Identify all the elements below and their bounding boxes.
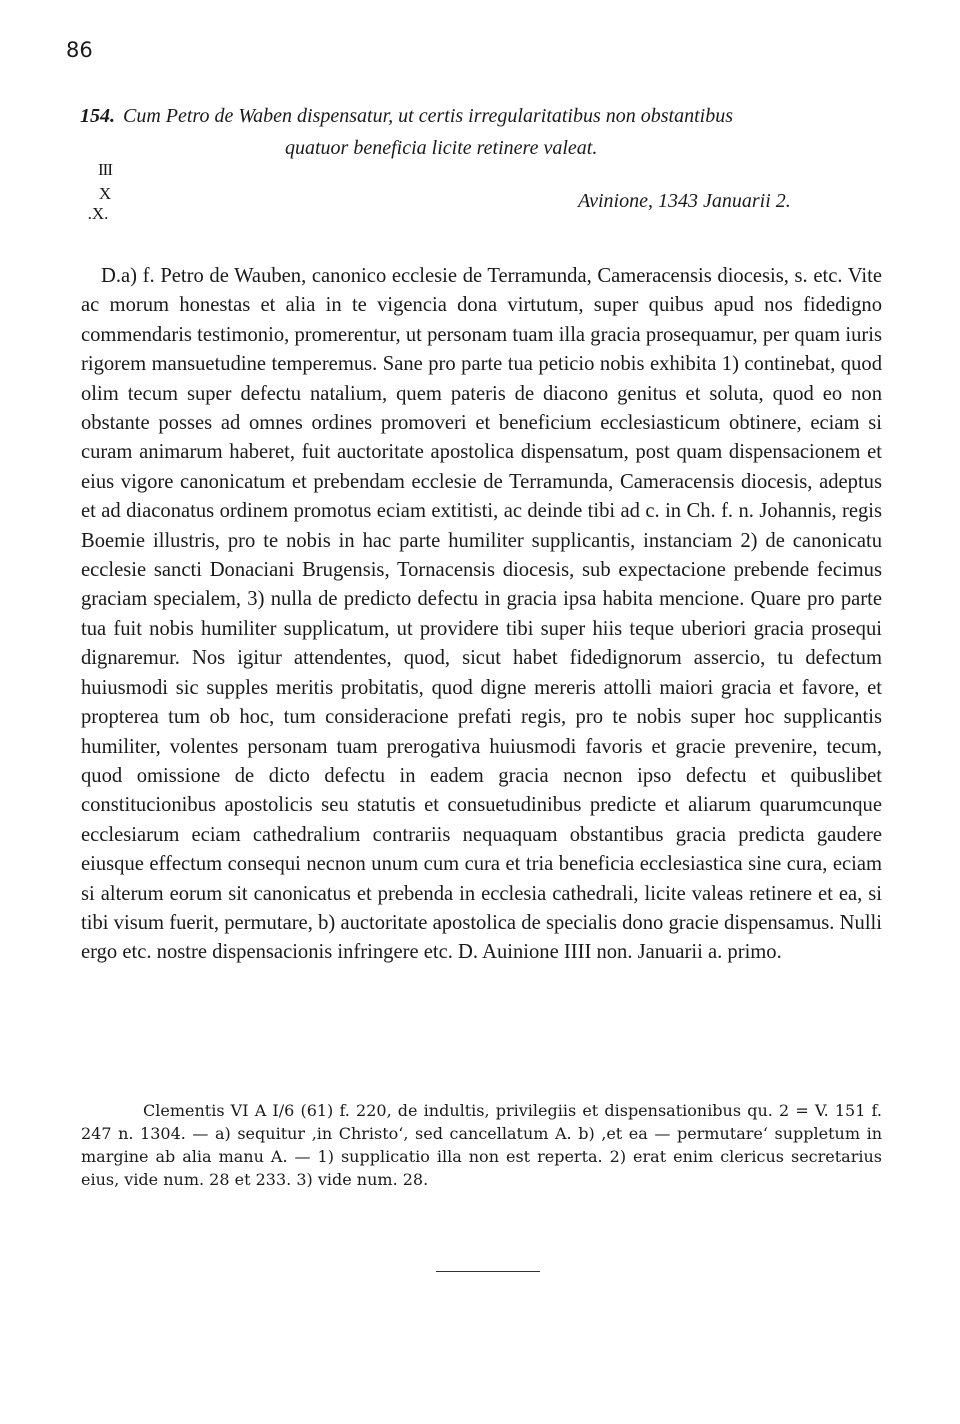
heading-line-1: Cum Petro de Waben dispensatur, ut certis irregularitatibus non obstantibus	[123, 105, 734, 127]
date-mark-bars: III	[98, 160, 112, 179]
page-number: 86	[66, 38, 93, 62]
place-date: Avinione, 1343 Januarii 2.	[578, 190, 791, 212]
document-heading	[80, 100, 860, 164]
end-rule	[436, 1271, 540, 1272]
date-mark-line-1: X	[98, 184, 112, 203]
document-body: D.a) f. Petro de Wauben, canonico ecclesie de Terramunda, Cameracensis diocesis, s. etc. Vite ac morum honestas et alia in te vigencia dona virtutum, super quibus apud nos fidedigno commendaris testimonio, promerentur, ut personam tuam illa gracia prosequamur, per quam iuris rigorem mansuetudine temperemus. Sane pro parte tua peticio nobis exhibita 1) continebat, quod olim tecum super defectu natalium, quem pateris de diacono genitus et soluta, quod eo non obstante posses ad omnes ordines promoveri et beneficium ecclesiasticum obtinere, eciam si curam animarum haberet, fuit auctoritate apostolica dispensatum, post quam dispensacionem et eius vigore canonicatum et prebendam ecclesie de Terramunda, Cameracensis diocesis, adeptus et ad diaconatus ordinem promotus eciam extitisti, ac deinde tibi ad c. in Ch. f. n. Johannis, regis Boemie illustris, pro te nobis in hac parte humiliter supplicantis, instanciam 2) de canonicatu ecclesie sancti Donaciani Brugensis, Tornacensis diocesis, sub expectacione prebende fecimus graciam specialem, 3) nulla de predicto defectu in gracia ipsa habita mencione. Quare pro parte tua fuit nobis humiliter supplicatum, ut providere tibi super hiis teque uberiori gracia prosequi dignaremur. Nos igitur attendentes, quod, sicut habet fidedignorum assercio, tu defectum huiusmodi sic supples meritis probitatis, quod digne mereris attolli maiori gracia et favore, et propterea tum ob hoc, tum consideracione prefati regis, pro te nobis super hoc supplicantis humiliter, volentes personam tuam prerogativa huiusmodi favoris et gracie prevenire, tecum, quod omissione de dicto defectu in eadem gracia necnon ipso defectu et quibuslibet constitucionibus apostolicis seu statutis et consuetudinibus predicte et aliarum quarumcunque ecclesiarum eciam cathedralium contrariis nequaquam obstantibus gracia predicta gaudere eiusque effectum consequi necnon unum cum cura et tria beneficia ecclesiastica sine cura, eciam si alterum eorum sit canonicatus et prebenda in ecclesia cathedrali, licite valeas retinere et ea, si tibi visum fuerit, permutare, b) auctoritate apostolica de specialis dono gracie dispensamus. Nulli ergo etc. nostre dispensacionis infringere etc. D. Auinione IIII non. Januarii a. primo.	[81, 265, 882, 964]
footnotes: Clementis VI A I/6 (61) f. 220, de indultis, privilegiis et dispensationibus qu. 2 = V. 151 f. 247 n. 1304. — a) sequitur ‚in Christo‘, sed cancellatum A. b) ‚et ea — permutare‘ suppletum in margine ab alia manu A. — 1) supplicatio illa non est reperta. 2) erat enim clericus secretarius eius, vide num. 28 et 233. 3) vide num. 28.	[81, 1101, 882, 1189]
date-mark	[87, 160, 118, 223]
document-number: 154.	[80, 105, 115, 127]
date-mark-line-2: .X.	[87, 204, 109, 223]
heading-line-2: quatuor beneficia licite retinere valeat.	[285, 137, 598, 159]
